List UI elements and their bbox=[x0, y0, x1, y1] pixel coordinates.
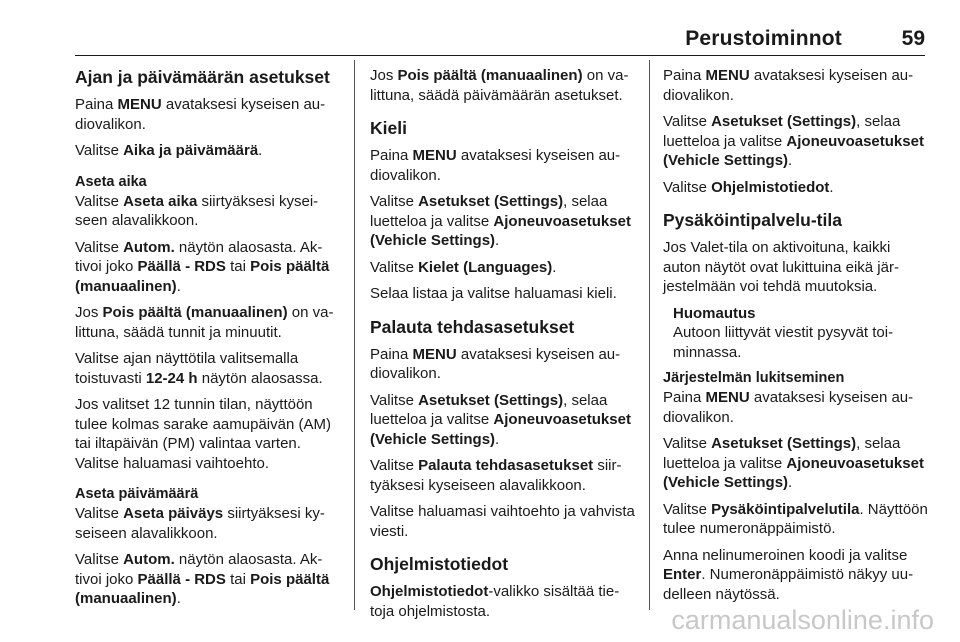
paragraph: Paina MENU avataksesi kyseisen audiovalikon. bbox=[370, 147, 621, 184]
chapter-title: Perustoiminnot bbox=[685, 27, 842, 50]
paragraph: Ohjelmistotiedot-valikko sisältää tietoja ohjelmistosta. bbox=[370, 583, 620, 620]
paragraph: Valitse Asetukset (Settings), selaa luetteloa ja valitse Ajoneuvoasetukset (Vehicle Settings). bbox=[370, 193, 631, 249]
note-text: Autoon liittyvät viestit pysyvät toiminnassa. bbox=[673, 324, 894, 361]
column-divider bbox=[649, 60, 650, 610]
column-divider bbox=[354, 60, 355, 610]
paragraph: Valitse Asetukset (Settings), selaa luetteloa ja valitse Ajoneuvoasetukset (Vehicle Settings). bbox=[663, 435, 924, 491]
page-header bbox=[0, 0, 960, 60]
paragraph: Valitse Autom. näytön alaosasta. Aktivoi joko Päällä - RDS tai Pois päältä (manuaalinen). bbox=[75, 238, 330, 295]
paragraph: Valitse Aseta päiväys siirtyäksesi kyseiseen alavalikkoon. bbox=[75, 505, 325, 542]
subsection-heading: Aseta aika bbox=[75, 173, 147, 190]
page-number: 59 bbox=[901, 27, 925, 50]
subsection-heading: Aseta päivämäärä bbox=[75, 486, 199, 502]
paragraph: Valitse Ohjelmistotiedot. bbox=[663, 178, 834, 196]
paragraph: Valitse Palauta tehdasasetukset siirtyäksesi kyseiseen alavalikkoon. bbox=[370, 457, 622, 494]
paragraph: Anna nelinumeroinen koodi ja valitse Enter. Numeronäppäimistö näkyy uudelleen näytössä. bbox=[663, 546, 914, 603]
paragraph: Valitse ajan näyttötila valitsemalla toistuvasti 12-24 h näytön alaosassa. bbox=[75, 350, 323, 387]
header-rule bbox=[75, 55, 925, 56]
subsection-heading: Järjestelmän lukitseminen bbox=[663, 370, 845, 386]
paragraph: Jos Pois päältä (manuaalinen) on valittuna, säädä tunnit ja minuutit. bbox=[75, 304, 334, 341]
paragraph: Valitse Autom. näytön alaosasta. Aktivoi joko Päällä - RDS tai Pois päältä (manuaalinen). bbox=[75, 551, 330, 607]
paragraph: Valitse haluamasi vaihtoehto ja vahvista viesti. bbox=[370, 503, 635, 540]
paragraph: Valitse Asetukset (Settings), selaa luetteloa ja valitse Ajoneuvoasetukset (Vehicle Settings). bbox=[663, 113, 924, 169]
paragraph: Paina MENU avataksesi kyseisen audiovalikon. bbox=[370, 345, 621, 382]
paragraph: Selaa listaa ja valitse haluamasi kieli. bbox=[370, 285, 617, 302]
paragraph: Jos Pois päältä (manuaalinen) on valittuna, säädä päivämäärän asetukset. bbox=[370, 67, 629, 104]
paragraph: Valitse Pysäköintipalvelutila. Näyttöön tulee numeronäppäimistö. bbox=[663, 500, 928, 537]
paragraph: Valitse Kielet (Languages). bbox=[370, 258, 557, 276]
paragraph: Valitse Aika ja päivämäärä. bbox=[75, 142, 263, 159]
paragraph: Valitse Asetukset (Settings), selaa luetteloa ja valitse Ajoneuvoasetukset (Vehicle Settings). bbox=[370, 391, 631, 448]
column-2 bbox=[370, 64, 638, 628]
column-3 bbox=[663, 64, 931, 611]
paragraph: Paina MENU avataksesi kyseisen audiovalikon. bbox=[663, 67, 914, 104]
column-1 bbox=[75, 64, 343, 616]
section-heading: Pysäköintipalvelu-tila bbox=[663, 210, 842, 230]
paragraph: Paina MENU avataksesi kyseisen audiovalikon. bbox=[663, 389, 914, 426]
note-title: Huomautus bbox=[673, 304, 756, 322]
section-heading: Ohjelmistotiedot bbox=[370, 554, 509, 574]
section-heading: Palauta tehdasasetukset bbox=[370, 316, 575, 337]
note-box bbox=[673, 304, 931, 363]
section-heading: Ajan ja päivämäärän asetukset bbox=[75, 67, 330, 87]
section-heading: Kieli bbox=[370, 118, 407, 138]
paragraph: Jos Valet-tila on aktivoituna, kaikki auton näytöt ovat lukittuina eikä järjestelmään voi tehdä muutoksia. bbox=[663, 239, 899, 295]
watermark[interactable]: carmanualsonline.info bbox=[671, 605, 934, 635]
paragraph: Paina MENU avataksesi kyseisen audiovalikon. bbox=[75, 96, 326, 133]
paragraph: Jos valitset 12 tunnin tilan, näyttöön tulee kolmas sarake aamupäivän (AM) tai iltapäivän (PM) valintaa varten. Valitse haluamasi vaihtoehto. bbox=[75, 396, 331, 472]
paragraph: Valitse Aseta aika siirtyäksesi kyseiseen alavalikkoon. bbox=[75, 192, 319, 229]
